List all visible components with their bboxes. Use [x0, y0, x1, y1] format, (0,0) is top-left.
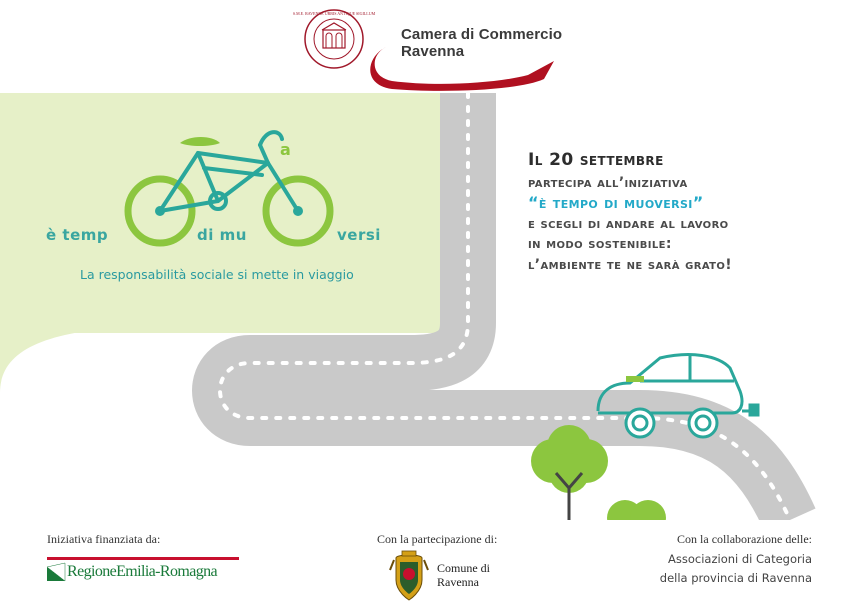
ravenna-seal-icon	[292, 8, 376, 70]
assoc-line2: della provincia di Ravenna	[659, 571, 812, 585]
tagline: La responsabilità sociale si mette in viaggio	[80, 267, 354, 282]
brand-swoosh-icon	[368, 45, 558, 93]
org-line1: Camera di Commercio	[401, 26, 563, 43]
regione-flag-icon	[47, 563, 65, 581]
comune-line2: Ravenna	[437, 575, 479, 589]
comune-line1: Comune di	[437, 561, 490, 575]
logo-word-1: è temp	[46, 226, 109, 244]
message-line-2: partecipa all’iniziativa	[528, 174, 688, 191]
campaign-message	[528, 150, 848, 275]
message-line-4: e scegli di andare al lavoro	[528, 215, 729, 232]
org-line2: Ravenna	[401, 43, 465, 60]
regione-red-bar	[47, 557, 239, 560]
regione-name: RegioneEmilia-Romagna	[67, 563, 218, 580]
logo-word-2: di mu	[197, 226, 247, 244]
logo-word-3: versi	[337, 226, 381, 244]
logo-letter-a: a	[280, 140, 291, 159]
message-line-5: in modo sostenibile:	[528, 236, 672, 252]
funded-label: Iniziativa finanziata da:	[47, 532, 161, 546]
message-line-3: “è tempo di muoversi”	[528, 193, 704, 212]
regione-logo	[47, 557, 239, 585]
comune-name	[437, 561, 490, 589]
associations	[660, 550, 812, 588]
seal-text: S.M.E. RAVENNE URBIS ANTIQUE SIGILLUM	[292, 11, 376, 16]
assoc-line1: Associazioni di Categoria	[668, 552, 812, 566]
message-line-1: Il 20 settembre	[528, 150, 664, 170]
comune-crest-icon	[388, 550, 430, 602]
message-line-6: l’ambiente te ne sarà grato!	[528, 256, 733, 273]
collab-label: Con la collaborazione delle:	[677, 532, 812, 546]
footer	[0, 520, 858, 612]
header	[0, 0, 858, 93]
participation-label: Con la partecipazione di:	[377, 532, 498, 546]
